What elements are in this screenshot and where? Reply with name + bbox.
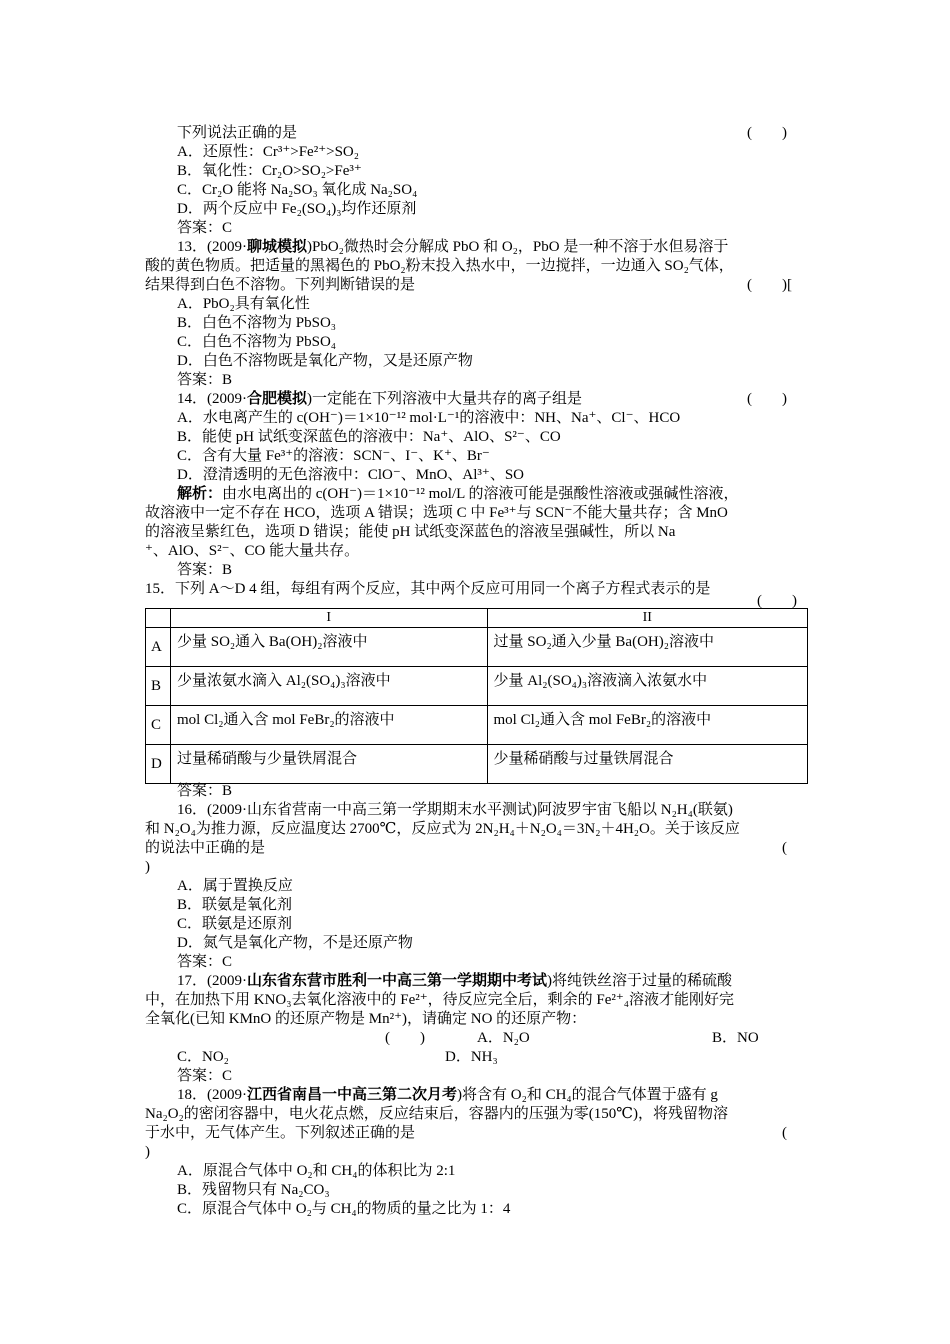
q12-option-d: D．两个反应中 Fe₂(SO₄)₃均作还原剂 xyxy=(177,201,417,217)
q14-option-c: C．含有大量 Fe³⁺的溶液：SCN⁻、I⁻、K⁺、Br⁻ xyxy=(177,448,490,464)
q18-line1 xyxy=(177,1086,810,1104)
row-label: D xyxy=(146,745,171,784)
row-cell-i: mol Cl₂通入含 mol FeBr₂的溶液中 xyxy=(171,706,488,745)
q13-line2: 酸的黄色物质。把适量的黑褐色的 PbO₂粉末投入热水中，一边搅拌，一边通入 SO₂气体， xyxy=(145,258,734,274)
q12-option-c: C．Cr₂O 能将 Na₂SO₃ 氧化成 Na₂SO₄ xyxy=(177,182,418,198)
row-label: C xyxy=(146,706,171,745)
q18-source: 江西省南昌一中高三第二次月考 xyxy=(247,1087,458,1103)
q14-stem-text: )一定能在下列溶液中大量共存的离子组是 xyxy=(307,391,583,407)
q17-text1: )将纯铁丝溶于过量的稀硫酸 xyxy=(547,973,733,989)
q17-option-a: A．N₂O xyxy=(477,1030,530,1046)
q18-text1: )将含有 O₂和 CH₄的混合气体置于盛有 g xyxy=(457,1087,718,1103)
q14-paren: ( ) xyxy=(747,391,787,407)
q13-line1 xyxy=(177,238,810,256)
q13-answer: 答案：B xyxy=(177,372,233,388)
q13-line3: 结果得到白色不溶物。下列判断错误的是 xyxy=(145,277,416,293)
q15-stem: 15．下列 A～D 4 组，每组有两个反应，其中两个反应可用同一个离子方程式表示的是 xyxy=(145,581,711,597)
row-cell-ii: mol Cl₂通入含 mol FeBr₂的溶液中 xyxy=(487,706,807,745)
q14-source: 合肥模拟 xyxy=(247,391,308,407)
q18-paren-close: ) xyxy=(145,1144,150,1160)
q13-option-b: B．白色不溶物为 PbSO₃ xyxy=(177,315,337,331)
q17-option-d: D．NH₃ xyxy=(445,1049,498,1065)
row-cell-i: 少量浓氨水滴入 Al₂(SO₄)₃溶液中 xyxy=(171,667,488,706)
q14-analysis-line1 xyxy=(177,485,810,503)
row-label: B xyxy=(146,667,171,706)
q14-option-d: D．澄清透明的无色溶液中：ClO⁻、MnO、Al³⁺、SO xyxy=(177,467,525,483)
q16-option-a: A．属于置换反应 xyxy=(177,878,293,894)
q18-line3: 于水中，无气体产生。下列叙述正确的是 xyxy=(145,1125,416,1141)
q12-option-b: B．氧化性：Cr₂O>SO₂>Fe³⁺ xyxy=(177,163,362,179)
q17-option-b: B．NO xyxy=(712,1030,759,1046)
row-cell-ii: 少量稀硝酸与过量铁屑混合 xyxy=(487,745,807,784)
q13-text1: )PbO₂微热时会分解成 PbO 和 O₂，PbO 是一种不溶于水但易溶于 xyxy=(307,239,729,255)
q18-option-a: A．原混合气体中 O₂和 CH₄的体积比为 2:1 xyxy=(177,1163,456,1179)
q14-prefix: 14．(2009· xyxy=(177,391,247,407)
q12-option-a: A．还原性：Cr³⁺>Fe²⁺>SO₂ xyxy=(177,144,359,160)
q13-option-c: C．白色不溶物为 PbSO₄ xyxy=(177,334,337,350)
q16-line3: 的说法中正确的是 xyxy=(145,840,266,856)
q14-analysis-text1: 由水电离出的 c(OH⁻)＝1×10⁻¹² mol/L 的溶液可能是强酸性溶液或强碱性溶液， xyxy=(222,486,739,502)
q17-line3: 全氧化(已知 KMnO 的还原产物是 Mn²⁺)，请确定 NO 的还原产物： xyxy=(145,1011,587,1027)
row-cell-i: 少量 SO₂通入 Ba(OH)₂溶液中 xyxy=(171,628,488,667)
q13-paren: ( )[ xyxy=(747,277,792,293)
q17-option-c: C．NO₂ xyxy=(177,1049,229,1065)
q17-prefix: 17．(2009· xyxy=(177,973,247,989)
q15-table xyxy=(145,608,808,784)
q16-paren-close: ) xyxy=(145,859,150,875)
q14-analysis-label: 解析： xyxy=(177,486,223,502)
q15-header-col1: I xyxy=(171,609,488,628)
row-cell-ii: 少量 Al₂(SO₄)₃溶液滴入浓氨水中 xyxy=(487,667,807,706)
q12-stem: 下列说法正确的是 xyxy=(177,125,298,141)
q18-paren-open: ( xyxy=(782,1125,787,1141)
table-row xyxy=(146,628,808,667)
table-row xyxy=(146,706,808,745)
q14-option-b: B．能使 pH 试纸变深蓝色的溶液中：Na⁺、AlO、S²⁻、CO xyxy=(177,429,561,445)
q14-analysis-line4: ⁺、AlO、S²⁻、CO 能大量共存。 xyxy=(145,543,360,559)
table-row xyxy=(146,667,808,706)
q16-option-d: D．氮气是氧化产物，不是还原产物 xyxy=(177,935,413,951)
q14-option-a: A．水电离产生的 c(OH⁻)＝1×10⁻¹² mol·L⁻¹的溶液中：NH、Na⁺、Cl⁻、HCO xyxy=(177,410,681,426)
row-label: A xyxy=(146,628,171,667)
q13-option-a: A．PbO₂具有氧化性 xyxy=(177,296,310,312)
q14-answer: 答案：B xyxy=(177,562,233,578)
q15-header-col2: II xyxy=(487,609,807,628)
row-cell-i: 过量稀硝酸与少量铁屑混合 xyxy=(171,745,488,784)
q16-paren-open: ( xyxy=(782,840,787,856)
q16-line1: 16．(2009·山东省营南一中高三第一学期期末水平测试)阿波罗宇宙飞船以 N₂H₄(联氨) xyxy=(177,802,733,818)
q16-answer: 答案：C xyxy=(177,954,233,970)
q17-paren: ( ) xyxy=(385,1030,425,1046)
q13-source: 聊城模拟 xyxy=(247,239,308,255)
q18-option-c: C．原混合气体中 O₂与 CH₄的物质的量之比为 1：4 xyxy=(177,1201,511,1217)
q15-header-blank xyxy=(146,609,171,628)
q15-paren: ( ) xyxy=(757,593,797,609)
q14-stem xyxy=(177,390,842,408)
q12-answer: 答案：C xyxy=(177,220,233,236)
q12-paren: ( ) xyxy=(747,125,787,141)
q13-option-d: D．白色不溶物既是氧化产物，又是还原产物 xyxy=(177,353,473,369)
q17-line1 xyxy=(177,972,810,990)
q17-source: 山东省东营市胜利一中高三第一学期期中考试 xyxy=(247,973,548,989)
q15-answer: 答案：B xyxy=(177,783,233,799)
q16-option-c: C．联氨是还原剂 xyxy=(177,916,293,932)
q17-line2: 中，在加热下用 KNO₃去氧化溶液中的 Fe²⁺，待反应完全后，剩余的 Fe²⁺₄溶液才能刚好完 xyxy=(145,992,735,1008)
q16-line2: 和 N₂O₄为推力源，反应温度达 2700℃，反应式为 2N₂H₄＋N₂O₄＝3N₂＋4H₂O。关于该反应 xyxy=(145,821,740,837)
q17-answer: 答案：C xyxy=(177,1068,233,1084)
row-cell-ii: 过量 SO₂通入少量 Ba(OH)₂溶液中 xyxy=(487,628,807,667)
q14-analysis-line3: 的溶液呈紫红色，选项 D 错误；能使 pH 试纸变深蓝色的溶液呈强碱性，所以 Na xyxy=(145,524,676,540)
q16-option-b: B．联氨是氧化剂 xyxy=(177,897,293,913)
q13-prefix: 13．(2009· xyxy=(177,239,247,255)
q18-prefix: 18．(2009· xyxy=(177,1087,247,1103)
q18-line2: Na₂O₂的密闭容器中，电火花点燃，反应结束后，容器内的压强为零(150℃)，将残留物溶 xyxy=(145,1106,729,1122)
q18-option-b: B．残留物只有 Na₂CO₃ xyxy=(177,1182,330,1198)
q14-analysis-line2: 故溶液中一定不存在 HCO，选项 A 错误；选项 C 中 Fe³⁺与 SCN⁻不能大量共存；含 MnO xyxy=(145,505,728,521)
table-row xyxy=(146,745,808,784)
